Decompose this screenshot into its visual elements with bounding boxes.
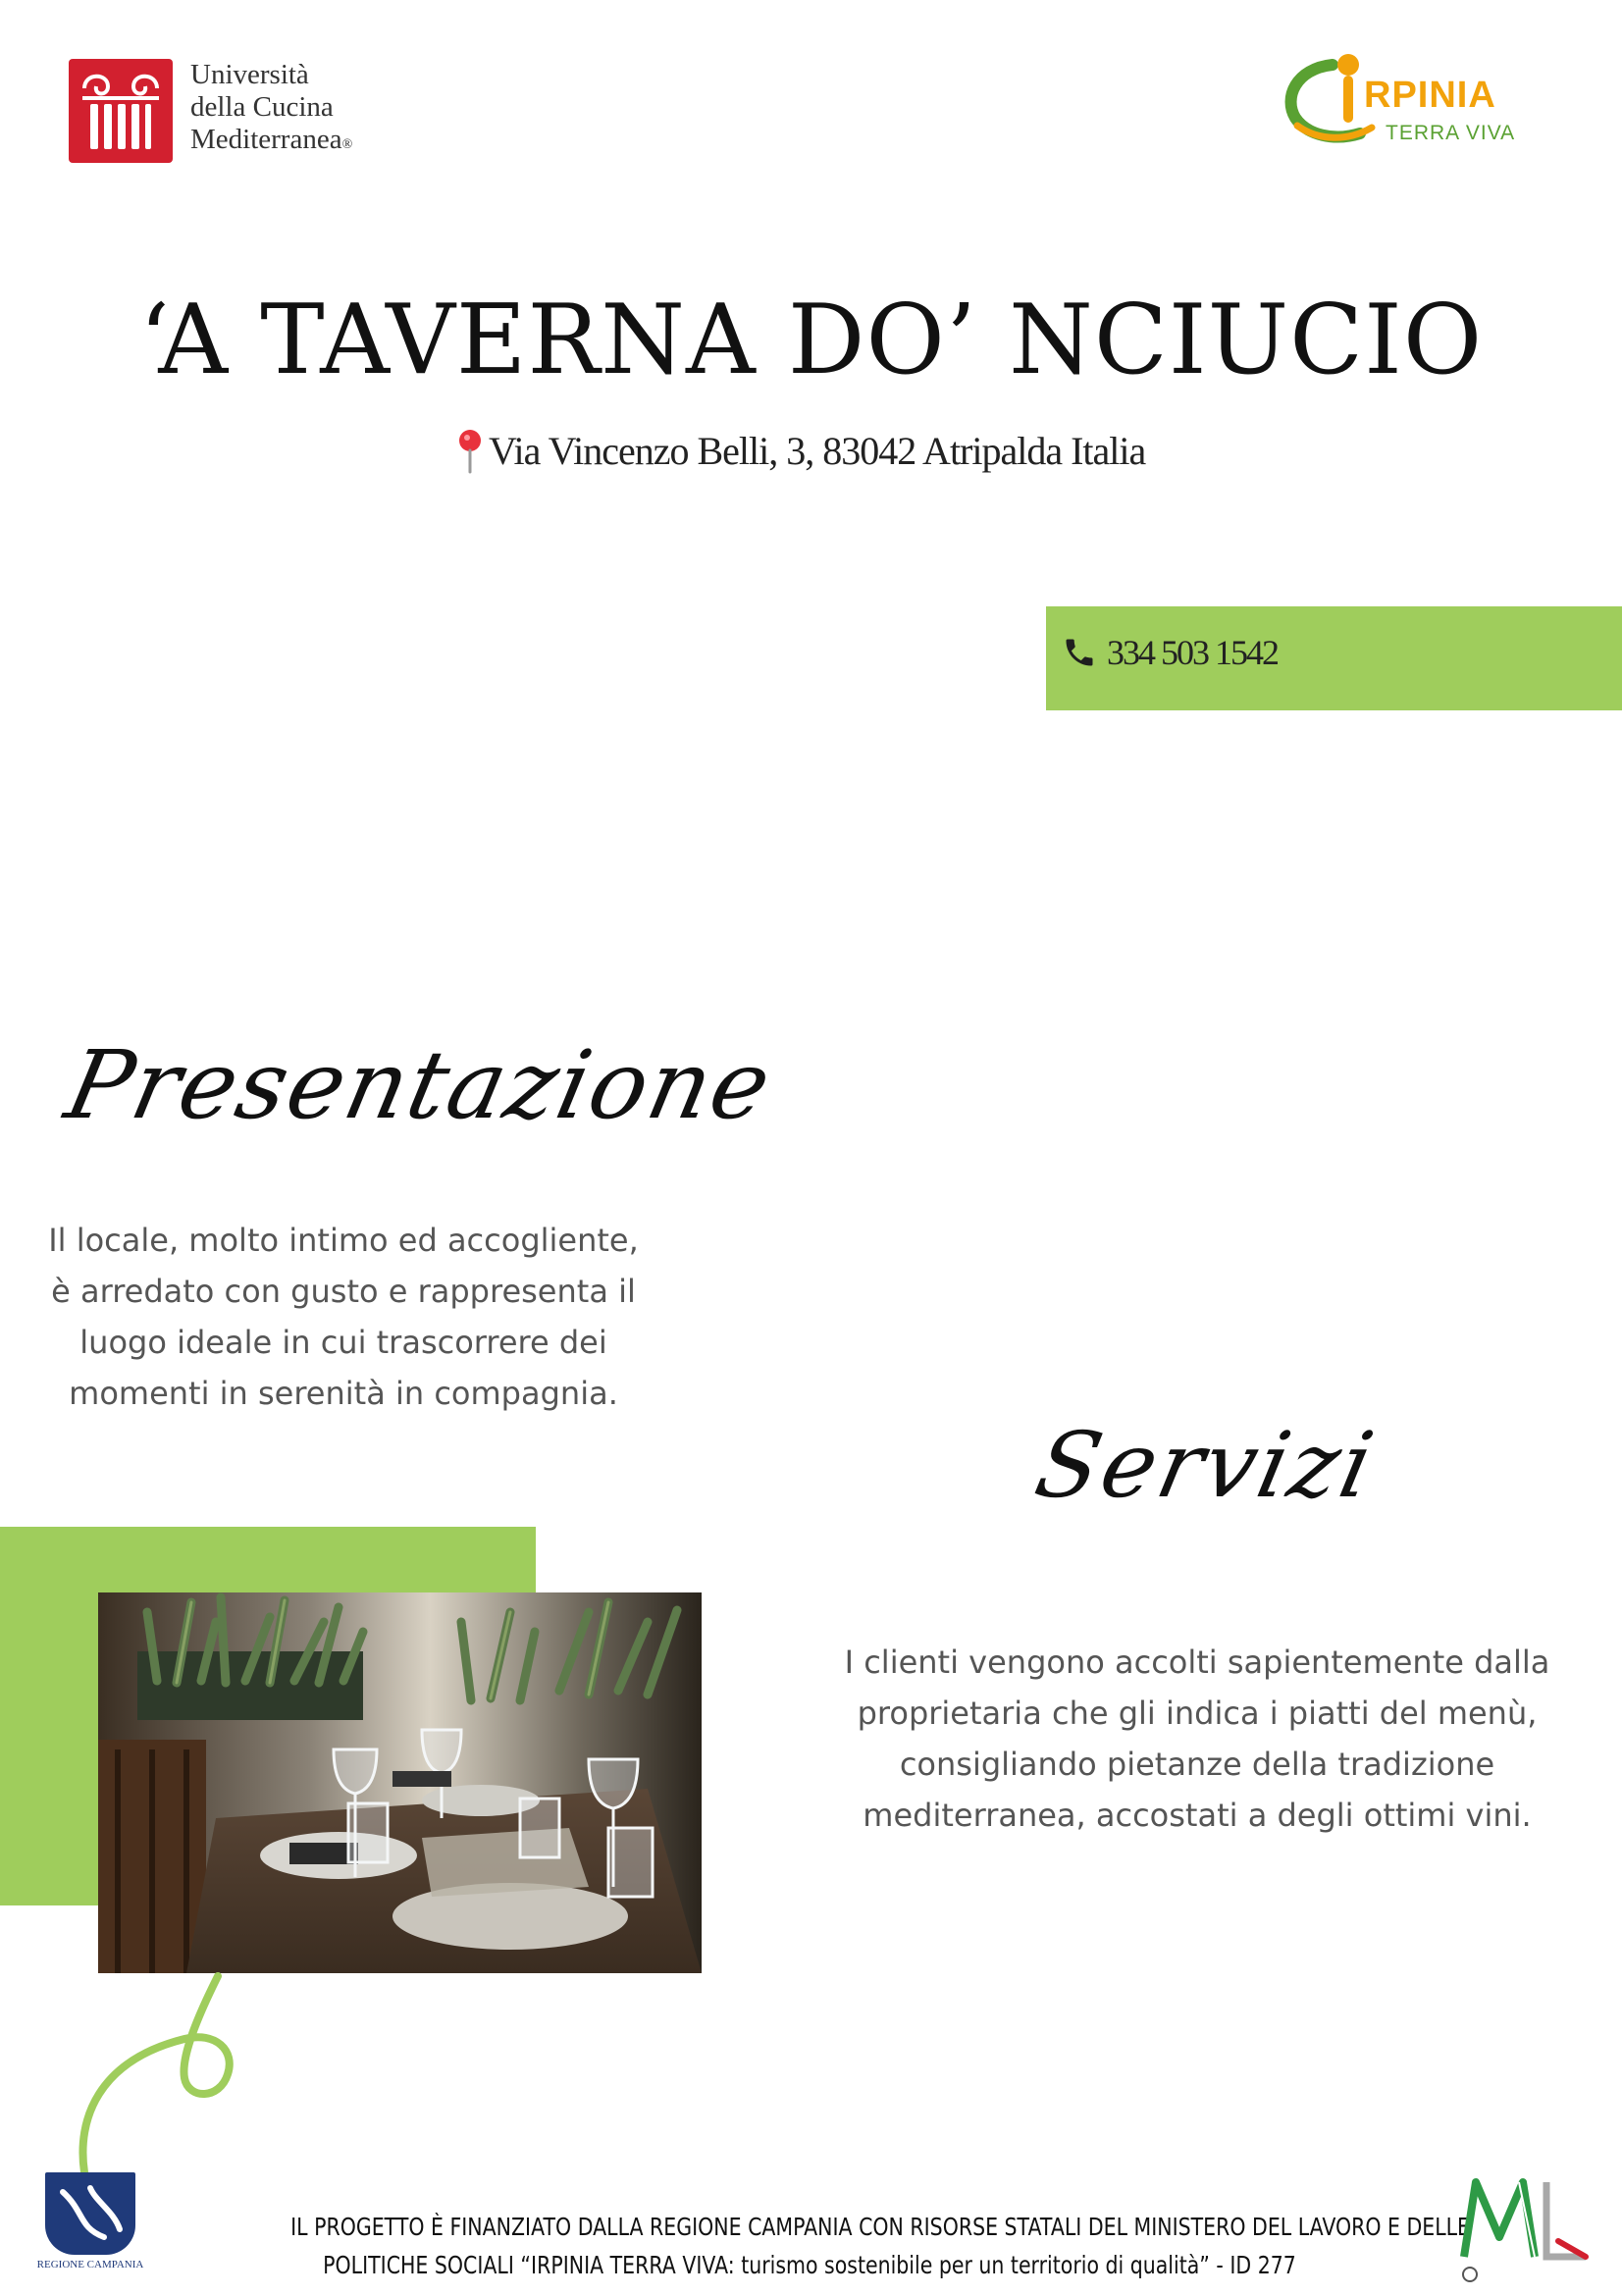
university-logo xyxy=(69,57,402,165)
phone-number[interactable]: 334 503 1542 xyxy=(1107,633,1278,672)
presentazione-line: momenti in serenità in compagnia. xyxy=(69,1375,618,1412)
phone-panel xyxy=(1046,606,1622,710)
regione-shield-icon xyxy=(45,2172,135,2255)
venue-address: Via Vincenzo Belli, 3, 83042 Atripalda Italia xyxy=(489,429,1146,473)
phone-icon xyxy=(1062,635,1097,670)
irpinia-logo-word: RPINIA xyxy=(1364,75,1496,116)
servizi-line: mediterranea, accostati a degli ottimi vini. xyxy=(863,1797,1532,1834)
servizi-line: proprietaria che gli indica i piatti del menù, xyxy=(857,1695,1538,1732)
decorative-swirl-icon xyxy=(69,1962,265,2178)
servizi-heading: Servizi xyxy=(1026,1413,1386,1518)
venue-name: ‘A TAVERNA DO’ NCIUCIO xyxy=(138,285,1484,396)
servizi-text xyxy=(805,1637,1590,1841)
funding-notice-line2: POLITICHE SOCIALI “IRPINIA TERRA VIVA: turismo sostenibile per un territorio di qualità” - ID 277 xyxy=(323,2251,1296,2279)
regione-caption: REGIONE CAMPANIA xyxy=(36,2259,144,2270)
presentazione-text xyxy=(0,1215,687,1419)
university-logo-line3: Mediterranea xyxy=(190,124,342,155)
university-logo-line1: Università xyxy=(190,59,309,90)
registered-mark: ® xyxy=(341,137,353,152)
venue-address-row xyxy=(457,428,1340,474)
ministero-lavoro-logo xyxy=(1456,2172,1594,2286)
irpinia-logo-tagline: TERRA VIVA xyxy=(1386,122,1516,144)
map-pin-icon xyxy=(457,429,483,474)
funding-notice xyxy=(290,2208,1471,2284)
university-logo-mark xyxy=(69,59,173,163)
restaurant-photo xyxy=(98,1592,702,1973)
irpinia-terra-viva-logo xyxy=(1276,47,1541,155)
funding-notice-line1: IL PROGETTO È FINANZIATO DALLA REGIONE CAMPANIA CON RISORSE STATALI DEL MINISTERO DEL LAVORO E DELLE xyxy=(290,2213,1471,2241)
presentazione-heading: Presentazione xyxy=(57,1030,782,1140)
presentazione-line: luogo ideale in cui trascorrere dei xyxy=(79,1324,607,1361)
servizi-line: consigliando pietanze della tradizione xyxy=(899,1746,1495,1783)
regione-campania-logo xyxy=(33,2172,147,2276)
university-logo-line2: della Cucina xyxy=(190,91,334,123)
servizi-line: I clienti vengono accolti sapientemente dalla xyxy=(844,1644,1550,1681)
presentazione-line: Il locale, molto intimo ed accogliente, xyxy=(48,1222,639,1259)
presentazione-line: è arredato con gusto e rappresenta il xyxy=(51,1273,636,1310)
